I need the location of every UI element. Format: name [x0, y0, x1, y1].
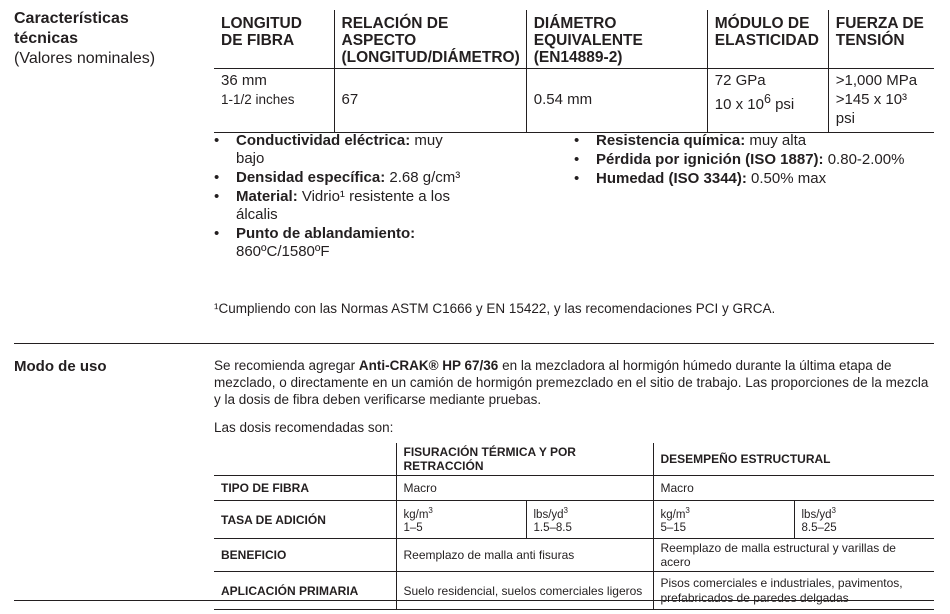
property-value: Vidrio¹ resistente a los álcalis: [236, 188, 450, 223]
dosage-header-thermal: FISURACIÓN TÉRMICA Y POR RETRACCIÓN: [396, 443, 653, 476]
rate-value: 8.5–25: [801, 522, 837, 535]
modulus-psi-unit: psi: [770, 96, 795, 113]
unit-lbs: lbs/yd: [801, 508, 832, 521]
table-row: [214, 501, 934, 539]
usage-text-pre: Se recomienda agregar: [214, 358, 359, 373]
cell-rate-struct-kg: [653, 501, 794, 539]
section-title-text: Características técnicas: [14, 10, 129, 47]
rate-value: 1–5: [403, 522, 423, 535]
table-row: [214, 539, 934, 572]
property-label: Humedad (ISO 3344):: [596, 170, 747, 187]
row-label-benefit: BENEFICIO: [214, 539, 396, 572]
spec-header-modulus: MÓDULO DE ELASTICIDAD: [707, 10, 828, 69]
spec-table: [214, 10, 934, 133]
list-item: [574, 151, 934, 169]
unit-label: [802, 504, 928, 522]
list-item: [214, 188, 464, 224]
dosage-header-row: [214, 443, 934, 476]
usage-paragraph: [214, 357, 936, 408]
table-row: [214, 572, 934, 610]
dosage-intro: Las dosis recomendadas son:: [214, 420, 394, 435]
property-label: Material:: [236, 188, 298, 205]
unit-exp: 3: [831, 505, 836, 515]
properties-list-right: [574, 132, 934, 189]
unit-kg: kg/m: [403, 508, 429, 521]
spec-cell-modulus: [707, 69, 828, 133]
property-value: muy alta: [745, 132, 807, 149]
modulus-psi: [715, 90, 822, 114]
spec-header-aspect: RELACIÓN DE ASPECTO (LONGITUD/DIÁMETRO): [334, 10, 526, 69]
cell-benefit-thermal: Reemplazo de malla anti fisuras: [396, 539, 653, 572]
length-mm: 36 mm: [221, 72, 267, 89]
footnote: ¹Cumpliendo con las Normas ASTM C1666 y EN 15422, y las recomendaciones PCI y GRCA.: [214, 301, 776, 316]
dosage-header-structural: DESEMPEÑO ESTRUCTURAL: [653, 443, 934, 476]
list-item: [574, 132, 934, 150]
table-row: [214, 476, 934, 501]
spec-cell-aspect: 67: [334, 69, 526, 133]
tensile-psi: >145 x 10³ psi: [835, 91, 908, 127]
spec-header-row: [214, 10, 934, 69]
spec-cell-tensile: [828, 69, 934, 133]
usage-text-post: en la mezcladora al hormigón húmedo durante la última etapa de mezclado, o directamente en un camión de hormigón premezclado en el sitio de trabajo. Las proporciones de la mezcla y la dosis de fibra deben verificarse mediante pruebas.: [214, 358, 929, 407]
list-item: [214, 132, 464, 168]
property-value: muy bajo: [236, 132, 443, 167]
list-item: [214, 169, 464, 187]
product-name: Anti-CRAK® HP 67/36: [358, 358, 499, 373]
tensile-mpa: >1,000 MPa: [835, 72, 918, 89]
property-label: Resistencia química:: [596, 132, 746, 149]
unit-kg: kg/m: [660, 508, 686, 521]
unit-lbs: lbs/yd: [533, 508, 564, 521]
section-subtitle: (Valores nominales): [14, 50, 156, 67]
spec-header-diameter: DIÁMETRO EQUIVALENTE (EN14889-2): [526, 10, 707, 69]
dosage-header-blank: [214, 443, 396, 476]
modulus-psi-base: 10 x 10: [714, 96, 764, 113]
list-item: [214, 225, 464, 261]
row-label-application: APLICACIÓN PRIMARIA: [214, 572, 396, 610]
property-label: Punto de ablandamiento:: [236, 225, 416, 242]
spec-header-tensile: FUERZA DE TENSIÓN: [828, 10, 934, 69]
cell-type-structural: Macro: [653, 476, 934, 501]
cell-rate-struct-lbs: [794, 501, 934, 539]
property-value: 860ºC/1580ºF: [236, 243, 330, 260]
spec-cell-length: [214, 69, 334, 133]
section-divider: [14, 343, 934, 344]
row-label-addition-rate: TASA DE ADICIÓN: [214, 501, 396, 539]
property-value: 0.80-2.00%: [823, 151, 905, 168]
rate-value: 1.5–8.5: [533, 522, 572, 535]
bottom-divider: [14, 600, 934, 601]
dosage-table: [214, 443, 934, 610]
properties-list-left: [214, 132, 464, 262]
cell-rate-thermal-lbs: [526, 501, 653, 539]
rate-value: 5–15: [660, 522, 687, 535]
property-value: 0.50% max: [746, 170, 827, 187]
length-in: 1-1/2 inches: [221, 92, 295, 107]
cell-benefit-structural: Reemplazo de malla estructural y varillas de acero: [653, 539, 934, 572]
property-label: Densidad específica:: [236, 169, 386, 186]
section-title-technical: [14, 9, 194, 69]
list-item: [574, 170, 934, 188]
unit-label: [534, 504, 646, 522]
cell-rate-thermal-kg: [396, 501, 526, 539]
modulus-gpa: 72 GPa: [714, 72, 766, 89]
cell-type-thermal: Macro: [396, 476, 653, 501]
spec-value-row: [214, 69, 934, 133]
unit-label: [661, 504, 787, 522]
cell-app-structural: Pisos comerciales e industriales, pavimentos, prefabricados de paredes delgadas: [653, 572, 934, 610]
spec-cell-diameter: 0.54 mm: [526, 69, 707, 133]
unit-label: [404, 504, 519, 522]
unit-exp: 3: [428, 505, 433, 515]
property-value: 2.68 g/cm³: [385, 169, 461, 186]
cell-app-thermal: Suelo residencial, suelos comerciales ligeros: [396, 572, 653, 610]
property-label: Pérdida por ignición (ISO 1887):: [596, 151, 824, 168]
modulus-psi-exp: 6: [763, 92, 771, 106]
section-title-usage: Modo de uso: [14, 358, 107, 375]
spec-header-length: LONGITUD DE FIBRA: [214, 10, 334, 69]
unit-exp: 3: [563, 505, 568, 515]
unit-exp: 3: [685, 505, 690, 515]
row-label-fiber-type: TIPO DE FIBRA: [214, 476, 396, 501]
property-label: Conductividad eléctrica:: [236, 132, 411, 149]
